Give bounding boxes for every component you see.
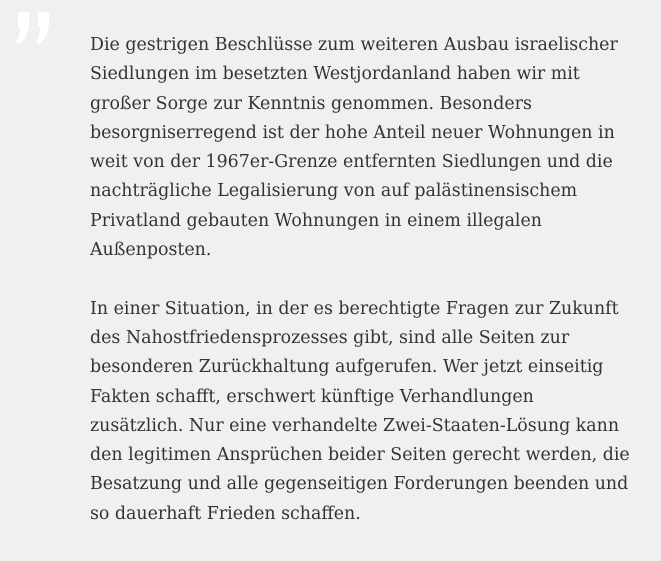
quote-icon (14, 8, 56, 50)
quote-paragraph: In einer Situation, in der es berechtigte Fragen zur Zukunft des Nahostfriedensprozesses gibt, sind alle Seiten zur besonderen Zurückhaltung aufgerufen. Wer jetzt einseitig Fakten schafft, erschwert künftige Verhandlungen zusätzlich. Nur eine verhandelte Zwei-Staaten-Lösung kann den legitimen Ansprüchen beider Seiten gerecht werden, die Besatzung und alle gegenseitigen Forderungen beenden und so dauerhaft Frieden schaffen. (90, 298, 630, 524)
quote-paragraph: Die gestrigen Beschlüsse zum weiteren Ausbau israelischer Siedlungen im besetzten Westjordanland haben wir mit großer Sorge zur Kenntnis genommen. Besonders besorgniserregend ist der hohe Anteil neuer Wohnungen in weit von der 1967er-Grenze entfernten Siedlungen und die nachträgliche Legalisierung von auf palästinensischem Privatland gebauten Wohnungen in einem illegalen Außenposten. (90, 35, 618, 261)
quote-text (90, 31, 630, 529)
